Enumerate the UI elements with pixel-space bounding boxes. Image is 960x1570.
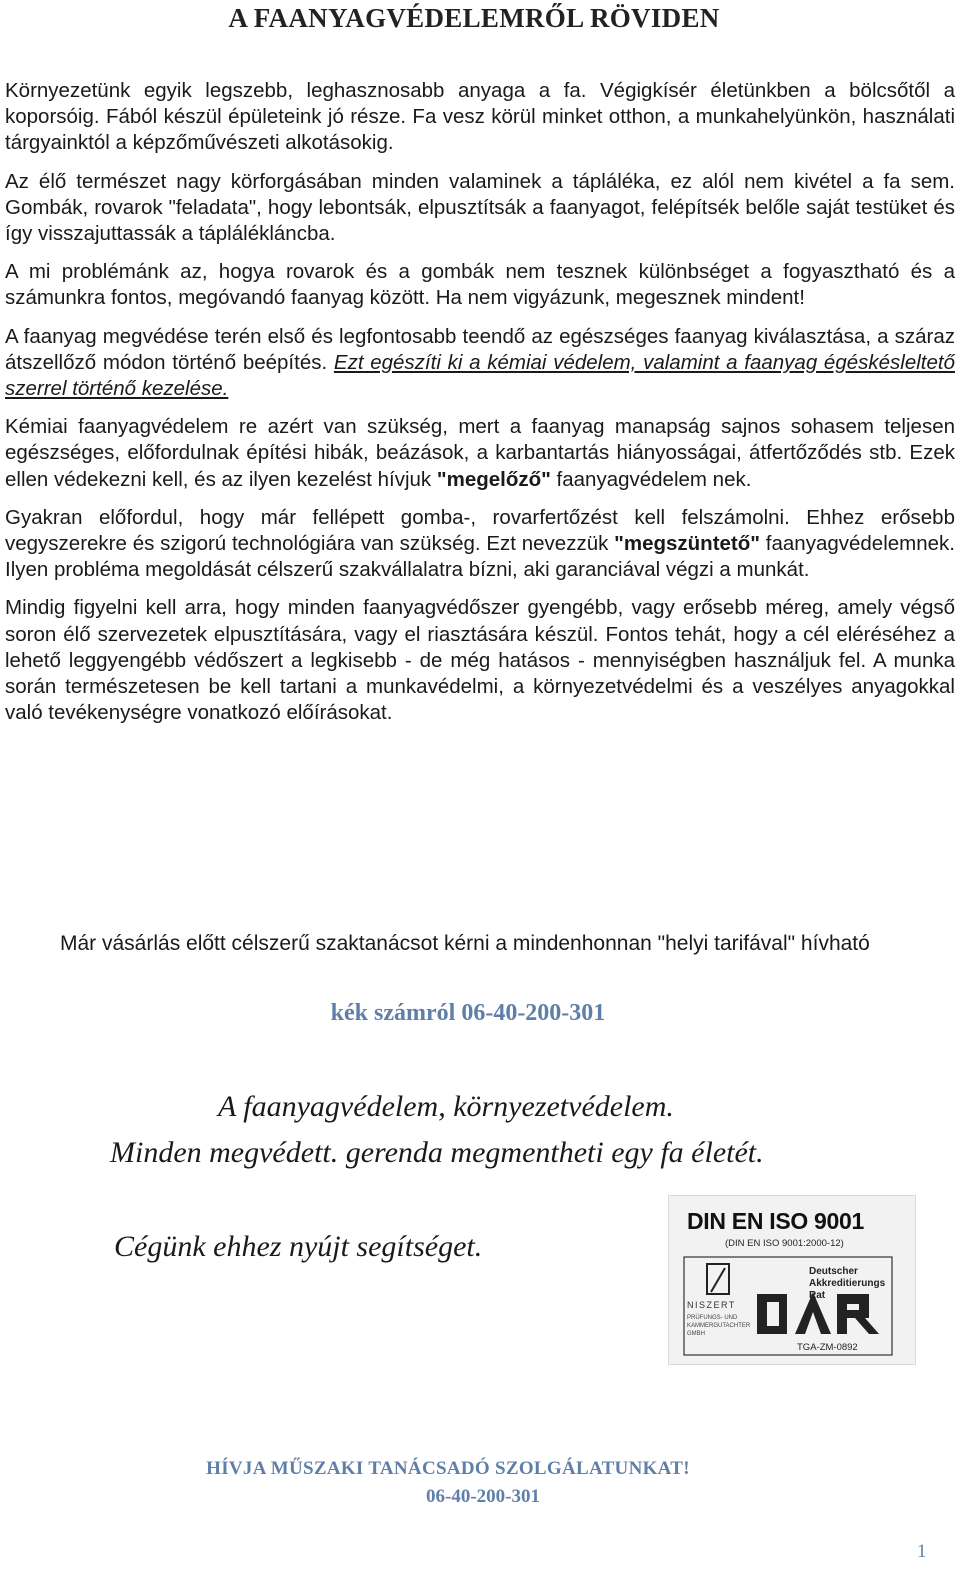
phone-number: kék számról 06-40-200-301 [330, 1000, 606, 1026]
paragraph-text: Gyakran előfordul, hogy már fellépett gomba-, rovarfertőzést kell felszámolni. Ehhez erősebb vegyszerekre és szigorú technológiára van szükség. Ezt nevezzük [5, 505, 955, 556]
paragraph: Környezetünk egyik legszebb, leghasznosabb anyaga a fa. Végigkísér életünkben a bölcsőtől a koporsóig. Fából készül épületeink jó része. Fa vesz körül minket otthon, a munkahelyünkön, használati tárgyainktól a képzőművészeti alkotásokig. [5, 79, 955, 155]
paragraph [5, 414, 955, 493]
page-number: 1 [917, 1541, 927, 1562]
slogan-line: Minden megvédett. gerenda megmentheti egy fa életét. [110, 1136, 764, 1169]
accreditation-line: Deutscher [809, 1266, 858, 1277]
paragraph-text: Kémiai faanyagvédelem re azért van szükség, mert a faanyag manapság sajnos sohasem teljesen egészséges, előfordulnak építési hibák, beázások, a karbantartás hiányosságai, átfertőződés stb. Ezek ellen védekezni kell, és az ilyen kezelést hívjuk [5, 415, 955, 491]
slogan-line: Cégünk ehhez nyújt segítséget. [114, 1230, 483, 1263]
paragraph-text: faanyagvédelemnek. Ilyen probléma megoldását célszerű szakvállalatra bízni, aki garanciával végzi a munkát. [5, 532, 955, 582]
accreditation-line: Rat [809, 1290, 826, 1301]
accreditation-line: Akkreditierungs [809, 1278, 886, 1289]
niszert-subtitle: PRÜFUNGS- UND KAMMERGUTACHTER GMBH [687, 1315, 751, 1337]
bold-term: "megszüntető" [614, 532, 761, 556]
niszert-name: NISZERT [687, 1300, 736, 1310]
paragraph-text: faanyagvédelem nek. [550, 467, 752, 491]
paragraph [5, 324, 955, 403]
paragraph-text: A faanyag megvédése terén első és legfontosabb teendő az egészséges faanyag kiválasztása, a száraz átszellőző módon történő beépítés. [5, 324, 955, 374]
footer-phone-number: 06-40-200-301 [426, 1486, 540, 1507]
paragraph [5, 505, 955, 584]
slogan-line: A faanyagvédelem, környezetvédelem. [218, 1090, 674, 1123]
paragraph: Az élő természet nagy körforgásában minden valaminek a tápláléka, ez alól nem kivétel a fa sem. Gombák, rovarok "feladata", hogy lebontsák, elpusztítsák a faanyagot, felépítsék belőle saját testüket és így visszajuttassák a táplálékláncba. [5, 169, 955, 246]
article-body [5, 78, 955, 738]
dar-logo-icon [755, 1286, 883, 1338]
certificate-subheading: (DIN EN ISO 9001:2000-12) [725, 1238, 844, 1249]
page-title: A FAANYAGVÉDELEMRŐL RÖVIDEN [228, 3, 720, 33]
bold-term: "megelőző" [436, 467, 551, 491]
certificate-heading: DIN EN ISO 9001 [687, 1208, 865, 1234]
paragraph: A mi problémánk az, hogya rovarok és a gombák nem tesznek különbséget a fogyasztható és a számunkra fontos, megóvandó faanyag között. Ha nem vigyázunk, megesznek mindent! [5, 260, 955, 310]
registration-number: TGA-ZM-0892 [797, 1342, 858, 1353]
niszert-emblem-icon [687, 1262, 747, 1298]
emphasized-text: Ezt egészíti ki a kémiai védelem, valamint a faanyag égéskésleltető szerrel történő kezelése. [5, 350, 955, 401]
iso-certificate-logo [668, 1195, 916, 1365]
paragraph: Mindig figyelni kell arra, hogy minden faanyagvédőszer gyengébb, vagy erősebb méreg, amely végső soron élő szervezetek elpusztítására, vagy el riasztására készül. Fontos tehát, hogy a cél eléréséhez a lehető leggyengébb védőszert a legkisebb - de még hatásos - mennyiségben használjuk fel. A munka során természetesen be kell tartani a munkavédelmi, a környezetvédelmi és a veszélyes anyagokkal való tevékenységre vonatkozó előírásokat. [5, 596, 955, 725]
call-to-action: HÍVJA MŰSZAKI TANÁCSADÓ SZOLGÁLATUNKAT! [206, 1458, 690, 1479]
advice-text: Már vásárlás előtt célszerű szaktanácsot kérni a mindenhonnan "helyi tarifával" hívható [60, 932, 870, 955]
